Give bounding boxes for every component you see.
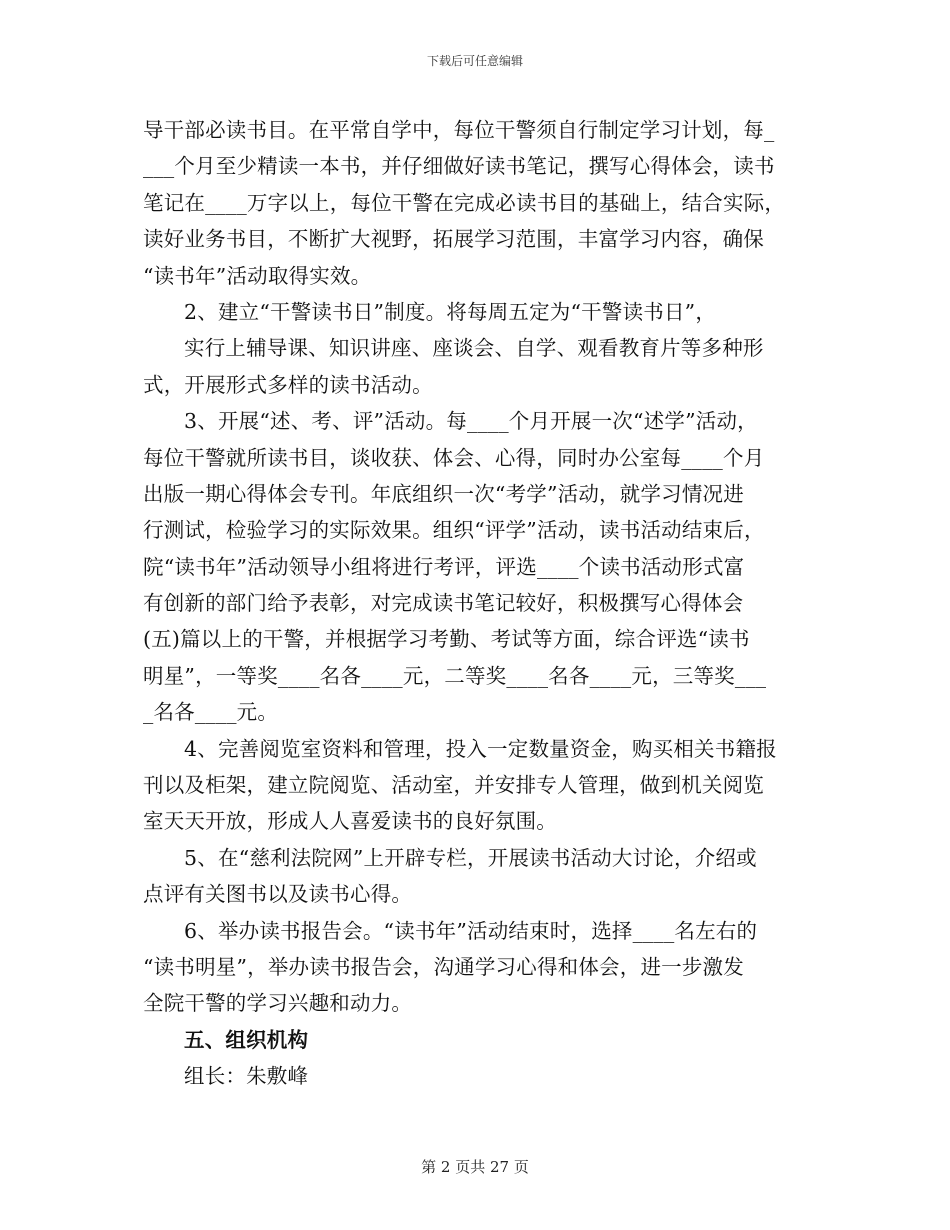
body-line: 明星”，一等奖____名各____元，二等奖____名各____元，三等奖___ bbox=[143, 663, 767, 688]
body-line: 院“读书年”活动领导小组将进行考评，评选____个读书活动形式富 bbox=[143, 554, 745, 579]
body-line: 读好业务书目，不断扩大视野，拓展学习范围，丰富学习内容，确保 bbox=[143, 227, 764, 252]
team-leader-line: 组长：朱敷峰 bbox=[184, 1064, 309, 1089]
body-line: 点评有关图书以及读书心得。 bbox=[143, 882, 413, 907]
body-line: (五)篇以上的干警，并根据学习考勤、考试等方面，综合评选“读书 bbox=[143, 627, 750, 652]
body-line: 室天天开放，形成人人喜爱读书的良好氛围。 bbox=[143, 809, 557, 834]
body-line: 全院干警的学习兴趣和动力。 bbox=[143, 991, 413, 1016]
body-line: “读书年”活动取得实效。 bbox=[143, 263, 372, 288]
page-header-note: 下载后可任意编辑 bbox=[426, 54, 523, 68]
document-body bbox=[143, 112, 833, 1095]
paragraph-4-start: 4、完善阅览室资料和管理，投入一定数量资金，购买相关书籍报 bbox=[184, 736, 777, 761]
body-line: 行测试，检验学习的实际效果。组织“评学”活动，读书活动结束后， bbox=[143, 518, 765, 543]
paragraph-5-start: 5、在“慈利法院网”上开辟专栏，开展读书活动大讨论，介绍或 bbox=[184, 845, 757, 870]
body-line: 出版一期心得体会专刊。年底组织一次“考学”活动，就学习情况进 bbox=[143, 481, 744, 506]
body-line: 导干部必读书目。在平常自学中，每位干警须自行制定学习计划，每_ bbox=[143, 118, 775, 142]
body-line: 每位干警就所读书目，谈收获、体会、心得，同时办公室每____个月 bbox=[143, 445, 765, 470]
body-line: 有创新的部门给予表彰，对完成读书笔记较好，积极撰写心得体会 bbox=[143, 591, 744, 616]
body-line: 实行上辅导课、知识讲座、座谈会、自学、观看教育片等多种形 bbox=[184, 336, 764, 361]
section-heading: 五、组织机构 bbox=[184, 1027, 309, 1052]
body-line: 式，开展形式多样的读书活动。 bbox=[143, 372, 433, 397]
body-line: “读书明星”，举办读书报告会，沟通学习心得和体会，进一步激发 bbox=[143, 954, 744, 979]
body-line: 笔记在____万字以上，每位干警在完成必读书目的基础上，结合实际， bbox=[143, 190, 786, 215]
paragraph-6-start: 6、举办读书报告会。“读书年”活动结束时，选择____名左右的 bbox=[184, 918, 758, 943]
body-line: _名各____元。 bbox=[143, 700, 279, 725]
body-line: 刊以及柜架，建立院阅览、活动室，并安排专人管理，做到机关阅览 bbox=[143, 773, 764, 798]
page-number: 第 2 页共 27 页 bbox=[421, 1158, 529, 1176]
paragraph-2-start: 2、建立“干警读书日”制度。将每周五定为“干警读书日”， bbox=[184, 299, 717, 324]
paragraph-3-start: 3、开展“述、考、评”活动。每____个月开展一次“述学”活动， bbox=[184, 409, 758, 434]
body-line: ___个月至少精读一本书，并仔细做好读书笔记，撰写心得体会，读书 bbox=[143, 154, 775, 179]
